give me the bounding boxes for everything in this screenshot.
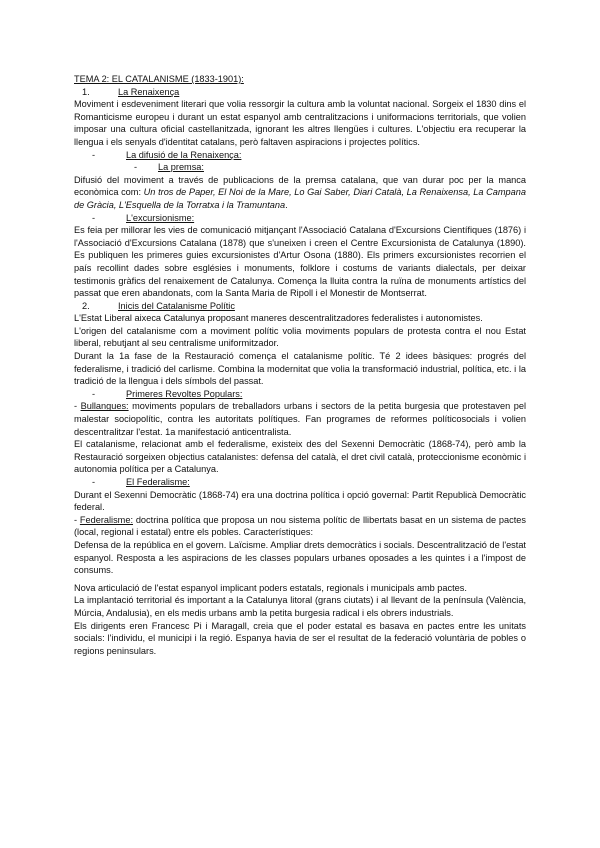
subsection-excursionisme-heading — [74, 212, 526, 225]
paragraph-bullangues — [74, 400, 526, 438]
subsection-revoltes-title: Primeres Revoltes Populars: — [126, 388, 243, 399]
subsection-federalisme-heading — [74, 476, 526, 489]
paragraph-origen-catalanisme: L'origen del catalanisme com a moviment polític volia moviments populars de protesta contra el nou Estat liberal, rebutjant al seu centralisme uniformitzador. — [74, 325, 526, 349]
paragraph-implantacio: La implantació territorial és important a la Catalunya litoral (grans ciutats) i al llevant de la península (València, Múrcia, Andalusia), en els medis urbans amb la petita burgesia radical i els obrers industrials. — [74, 595, 526, 618]
premsa-publication-titles: Un tros de Paper, El Noi de la Mare, Lo Gai Saber, Diari Català, La Renaixensa, La Campana de Gràcia, L'Esquella de la Torratxa i la Tramuntana — [74, 187, 526, 210]
bullet-dash: - — [92, 212, 96, 223]
bullet-dash: - — [92, 477, 96, 487]
subsection-difusio-heading — [74, 149, 526, 162]
paragraph-sexenni: Durant el Sexenni Democràtic (1868-74) era una doctrina política i opció governal: Partit Republicà Democràtic federal. — [74, 489, 526, 513]
section-2-title: Inicis del Catalanisme Polític — [118, 300, 235, 311]
bullangues-dash: - — [74, 401, 81, 412]
document-page — [74, 73, 526, 657]
premsa-end: . — [285, 199, 288, 210]
bullet-dash: - — [92, 149, 96, 160]
paragraph-restauracio: Durant la 1a fase de la Restauració comença el catalanisme polític. Té 2 idees bàsiques: progrés del federalisme, i tradició del carlisme. Combina la modernitat que volia la transformació industrial, política, etc. i la tradició de la llengua i dels símbols del passat. — [74, 351, 526, 387]
section-1-number: 1. — [82, 86, 90, 97]
bullangues-text: moviments populars de treballadors urbans i sectors de la petita burgesia que protestaven pel malestar sociopolític, contra les autoritats polítiques. Fan programes de reformes políticosocials i volien descentralitzar l'estat. 1a manifestació anticentralista. — [74, 401, 526, 437]
paragraph-articulacio: Nova articulació de l'estat espanyol implicant poders estatals, regionals i municipals amb pactes. — [74, 582, 467, 593]
paragraph-estat-liberal: L'Estat Liberal aixeca Catalunya proposant maneres descentralitzadores federalistes i autonomistes. — [74, 313, 483, 324]
subsection-premsa-heading — [74, 161, 526, 174]
section-2-number: 2. — [82, 300, 90, 311]
federalisme-dash: - — [74, 514, 80, 525]
subsection-difusio-title: La difusió de la Renaixença: — [126, 149, 242, 160]
document-title: TEMA 2: EL CATALANISME (1833-1901): — [74, 74, 244, 84]
subsection-excursionisme-title: L'excursionisme: — [126, 212, 195, 223]
section-2-heading — [74, 300, 526, 313]
bullet-dash: - — [92, 388, 96, 399]
paragraph-federalisme-def — [74, 514, 526, 539]
subsection-federalisme-title: El Federalisme: — [126, 477, 190, 487]
paragraph-premsa — [74, 174, 526, 212]
paragraph-caracteristiques: Defensa de la república en el govern. Laïcisme. Ampliar drets democràtics i socials. Descentralització de l'estat espanyol. Resposta a les aspiracions de les classes populars urbanes oposades a les quintes i a l'impost de consums. — [74, 539, 526, 576]
premsa-intro: Difusió del moviment a través de publicacions de la premsa catalana, que van durar poc per la manca econòmica com: — [74, 174, 526, 198]
paragraph-excursionisme: Es feia per millorar les vies de comunicació mitjançant l'Associació Catalana d'Excursions Científiques (1876) i l'Associació d'Excursions Catalana (1878) que s'uneixen i creen el Centre Excursionista de Catalunya (1890). Es publiquen les primeres guies excursionistes d'Artur Osona (1880). Els primers excursionistes recorrien el país recollint dades sobre esglésies i monuments, folklore i costums de variants dialectals, per deixar testimonis gràfics del renaixement de Catalunya. Comença la lluita contra la ruïna de monuments artístics del passat que eren abandonats, com la Santa Maria de Ripoll i el Monestir de Montserrat. — [74, 225, 526, 299]
paragraph-catalanisme-federalisme: El catalanisme, relacionat amb el federalisme, existeix des del Sexenni Democràtic (1868-74), però amb la Restauració sorgeixen objectius catalanistes: defensa del català, el dret civil català, proteccionisme econòmic i autonomia política per a Catalunya. — [74, 439, 526, 475]
section-1-heading — [74, 86, 526, 99]
subsection-revoltes-heading — [74, 388, 526, 401]
bullangues-term: Bullangues: — [80, 401, 129, 412]
federalisme-text: doctrina política que proposa un nou sistema polític de llibertats basat en un sistema de pactes (local, regional i estatal) entre els pobles. Característiques: — [74, 514, 526, 538]
paragraph-renaixenca: Moviment i esdeveniment literari que volia ressorgir la cultura amb la voluntat nacional. Sorgeix el 1830 dins el Romanticisme europeu i durant un estat espanyol amb centralitzacions i uniformacions territorials, que volien imposar una cultura oficial castellanitzada, ignorant les altres llengües i cultures. L'objectiu era recuperar la llengua i els senyals d'identitat catalans, però faltaven aspiracions i projectes polítics. — [74, 99, 526, 147]
bullet-dash: - — [134, 162, 138, 173]
subsection-premsa-title: La premsa: — [158, 162, 204, 173]
paragraph-dirigents: Els dirigents eren Francesc Pi i Maragall, creia que el poder estatal es basava en pactes entre les unitats socials: l'individu, el municipi i la regió. Espanya havia de ser el resultat de la federació voluntària de pobles o regions peninsulars. — [74, 620, 526, 656]
federalisme-term: Federalisme: — [79, 514, 133, 525]
section-1-title: La Renaixença — [118, 86, 180, 97]
